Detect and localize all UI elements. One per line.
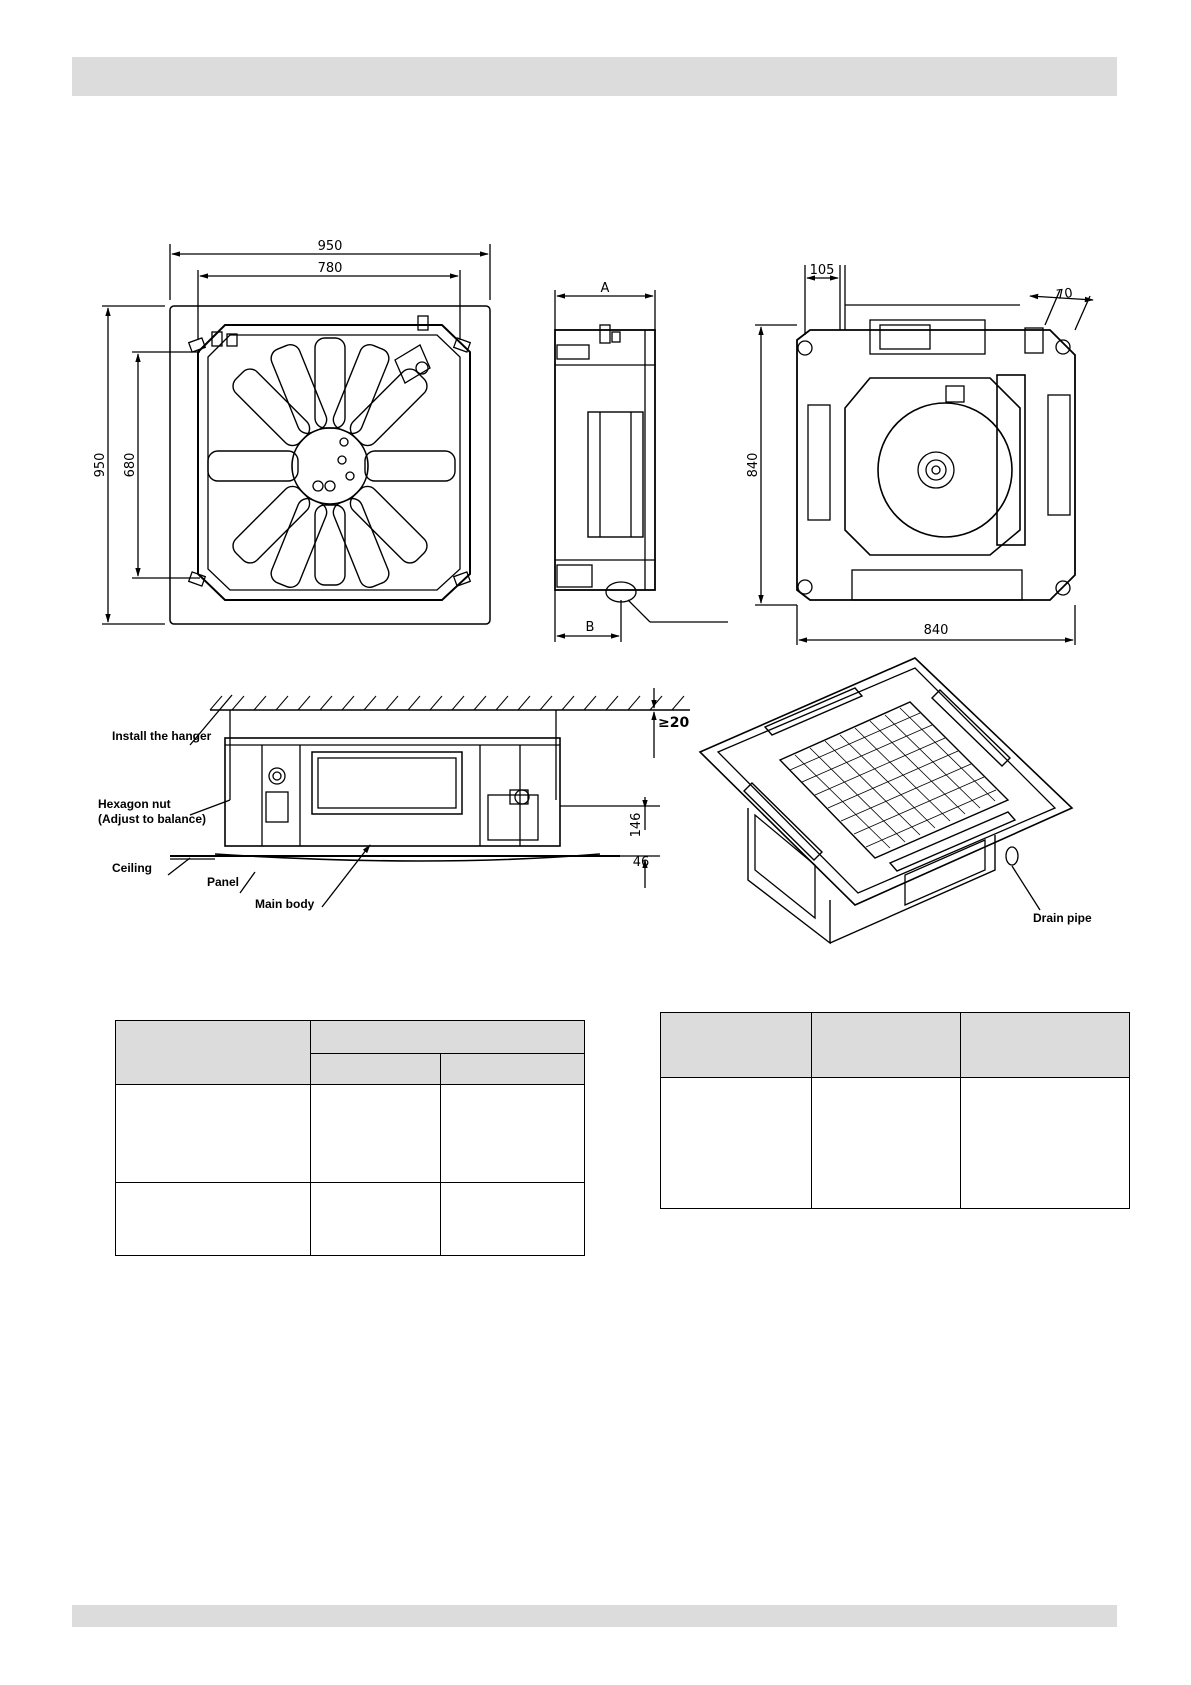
footer-band [72, 1605, 1117, 1627]
table-header-cell [961, 1013, 1130, 1078]
bottom-view-drawing [755, 265, 1093, 645]
label-main-body: Main body [255, 897, 315, 911]
dim-840-height: 840 [746, 452, 761, 478]
table-cell [441, 1183, 585, 1256]
left-spec-table [115, 1020, 585, 1256]
dim-b-label: B [585, 620, 595, 635]
dim-146-height: 146 [629, 812, 644, 838]
installation-drawing [168, 688, 690, 907]
dim-70-offset: 70 [1055, 285, 1074, 304]
table-header-cell [812, 1013, 961, 1078]
table-header-cell [311, 1054, 441, 1085]
table-cell [116, 1183, 311, 1256]
isometric-drawing [700, 658, 1072, 943]
table-header-cell [661, 1013, 812, 1078]
label-drain-pipe: Drain pipe [1033, 911, 1092, 925]
table-cell [812, 1078, 961, 1209]
dim-680-height: 680 [123, 452, 138, 478]
dim-105-offset: 105 [809, 263, 835, 278]
label-ceiling: Ceiling [112, 861, 153, 875]
table-cell [116, 1085, 311, 1183]
dim-950-width: 950 [317, 239, 343, 254]
table-header-cell [311, 1021, 585, 1054]
table-header-cell [441, 1054, 585, 1085]
dim-46-depth: 46 [632, 855, 650, 870]
label-hexagon-nut: Hexagon nut [98, 797, 171, 811]
table-cell [961, 1078, 1130, 1209]
table-header-cell [116, 1021, 311, 1085]
label-panel: Panel [207, 875, 240, 889]
dim-a-label: A [600, 281, 610, 296]
dim-840-width: 840 [923, 623, 949, 638]
right-spec-table [660, 1012, 1130, 1209]
dim-950-height: 950 [93, 452, 108, 478]
dim-780-width: 780 [317, 261, 343, 276]
side-view-drawing [555, 290, 728, 642]
dim-clearance: ≥20 [658, 715, 690, 731]
top-view-drawing [102, 244, 490, 624]
label-install-hanger: Install the hanger [112, 729, 212, 743]
label-adjust-balance: (Adjust to balance) [98, 812, 207, 826]
table-cell [311, 1183, 441, 1256]
table-cell [661, 1078, 812, 1209]
table-cell [311, 1085, 441, 1183]
table-cell [441, 1085, 585, 1183]
